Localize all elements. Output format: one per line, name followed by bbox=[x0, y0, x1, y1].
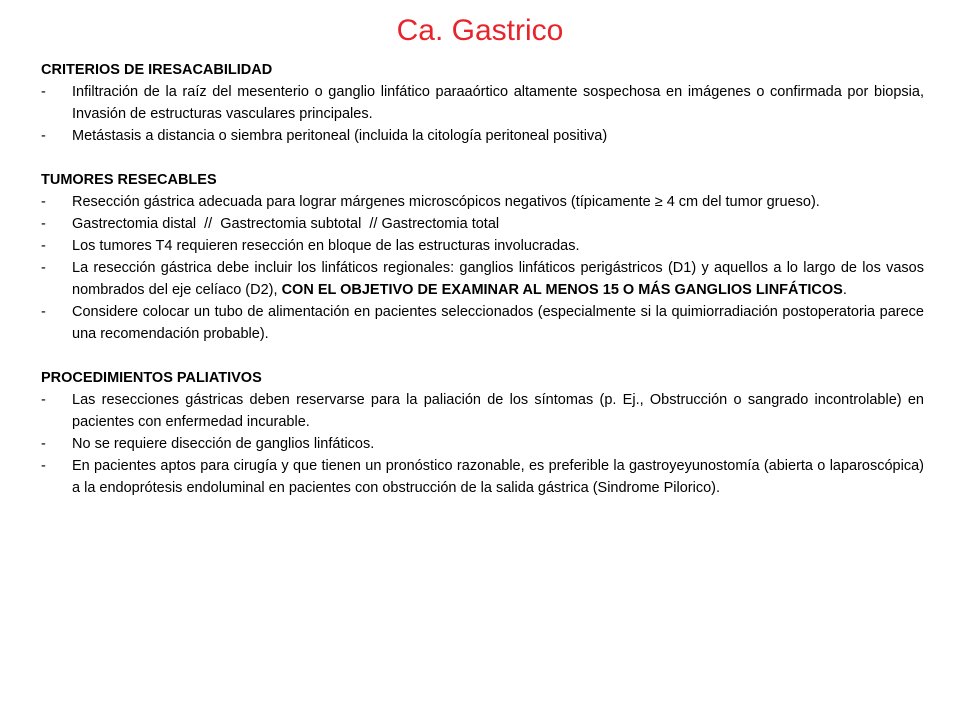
list-item bbox=[41, 235, 924, 257]
slide-title: Ca. Gastrico bbox=[396, 14, 564, 47]
dash-marker: - bbox=[41, 216, 46, 232]
list-item-text: La resección gástrica debe incluir los linfáticos regionales: ganglios linfáticos perigástricos (D1) y aquellos a lo largo de los vasos nombrados del eje celíaco (D2), bbox=[72, 260, 924, 298]
section-irresecabilidad bbox=[41, 59, 924, 147]
section-heading: PROCEDIMIENTOS PALIATIVOS bbox=[41, 370, 262, 386]
list-item-text: En pacientes aptos para cirugía y que tienen un pronóstico razonable, es preferible la gastroyeyunostomía (abierta o laparoscópica) a la endoprótesis endoluminal en pacientes con obstrucción de la salida gástrica (Sindrome Pilorico). bbox=[72, 458, 924, 496]
list-item-text: Infiltración de la raíz del mesenterio o ganglio linfático paraaórtico altamente sospechosa en imágenes o confirmada por biopsia, Invasión de estructuras vasculares principales. bbox=[72, 84, 924, 122]
bullet-list bbox=[41, 81, 924, 147]
slide-content bbox=[41, 59, 924, 521]
list-item-text: Las resecciones gástricas deben reservarse para la paliación de los síntomas (p. Ej., Obstrucción o sangrado incontrolable) en pacientes con enfermedad incurable. bbox=[72, 392, 924, 430]
dash-marker: - bbox=[41, 392, 46, 408]
dash-marker: - bbox=[41, 238, 46, 254]
list-item-text-end: . bbox=[842, 282, 847, 298]
dash-marker: - bbox=[41, 304, 46, 320]
list-item bbox=[41, 455, 924, 499]
list-item bbox=[41, 125, 924, 147]
dash-marker: - bbox=[41, 260, 46, 276]
list-item-text: Considere colocar un tubo de alimentación en pacientes seleccionados (especialmente si la quimiorradiación postoperatoria parece una recomendación probable). bbox=[72, 304, 924, 342]
list-item bbox=[41, 433, 924, 455]
list-item bbox=[41, 301, 924, 345]
dash-marker: - bbox=[41, 458, 46, 474]
list-item bbox=[41, 191, 924, 213]
list-item-text: Metástasis a distancia o siembra peritoneal (incluida la citología peritoneal positiva) bbox=[72, 128, 608, 144]
list-item bbox=[41, 81, 924, 125]
list-item bbox=[41, 257, 924, 301]
list-item-text: Los tumores T4 requieren resección en bloque de las estructuras involucradas. bbox=[72, 238, 580, 254]
list-item-text: Resección gástrica adecuada para lograr márgenes microscópicos negativos (típicamente ≥ 4 cm del tumor grueso). bbox=[72, 194, 820, 210]
list-item-text: Gastrectomia distal // Gastrectomia subtotal // Gastrectomia total bbox=[72, 216, 500, 232]
dash-marker: - bbox=[41, 436, 46, 452]
bullet-list bbox=[41, 191, 924, 345]
emphasis-text: CON EL OBJETIVO DE EXAMINAR AL MENOS 15 O MÁS GANGLIOS LINFÁTICOS bbox=[281, 282, 843, 298]
list-item bbox=[41, 389, 924, 433]
section-heading: CRITERIOS DE IRESACABILIDAD bbox=[41, 62, 273, 78]
dash-marker: - bbox=[41, 194, 46, 210]
section-procedimientos-paliativos bbox=[41, 367, 924, 499]
bullet-list bbox=[41, 389, 924, 499]
section-heading: TUMORES RESECABLES bbox=[41, 172, 217, 188]
section-tumores-resecables bbox=[41, 169, 924, 345]
list-item-text: No se requiere disección de ganglios linfáticos. bbox=[72, 436, 375, 452]
list-item bbox=[41, 213, 924, 235]
dash-marker: - bbox=[41, 128, 46, 144]
dash-marker: - bbox=[41, 84, 46, 100]
